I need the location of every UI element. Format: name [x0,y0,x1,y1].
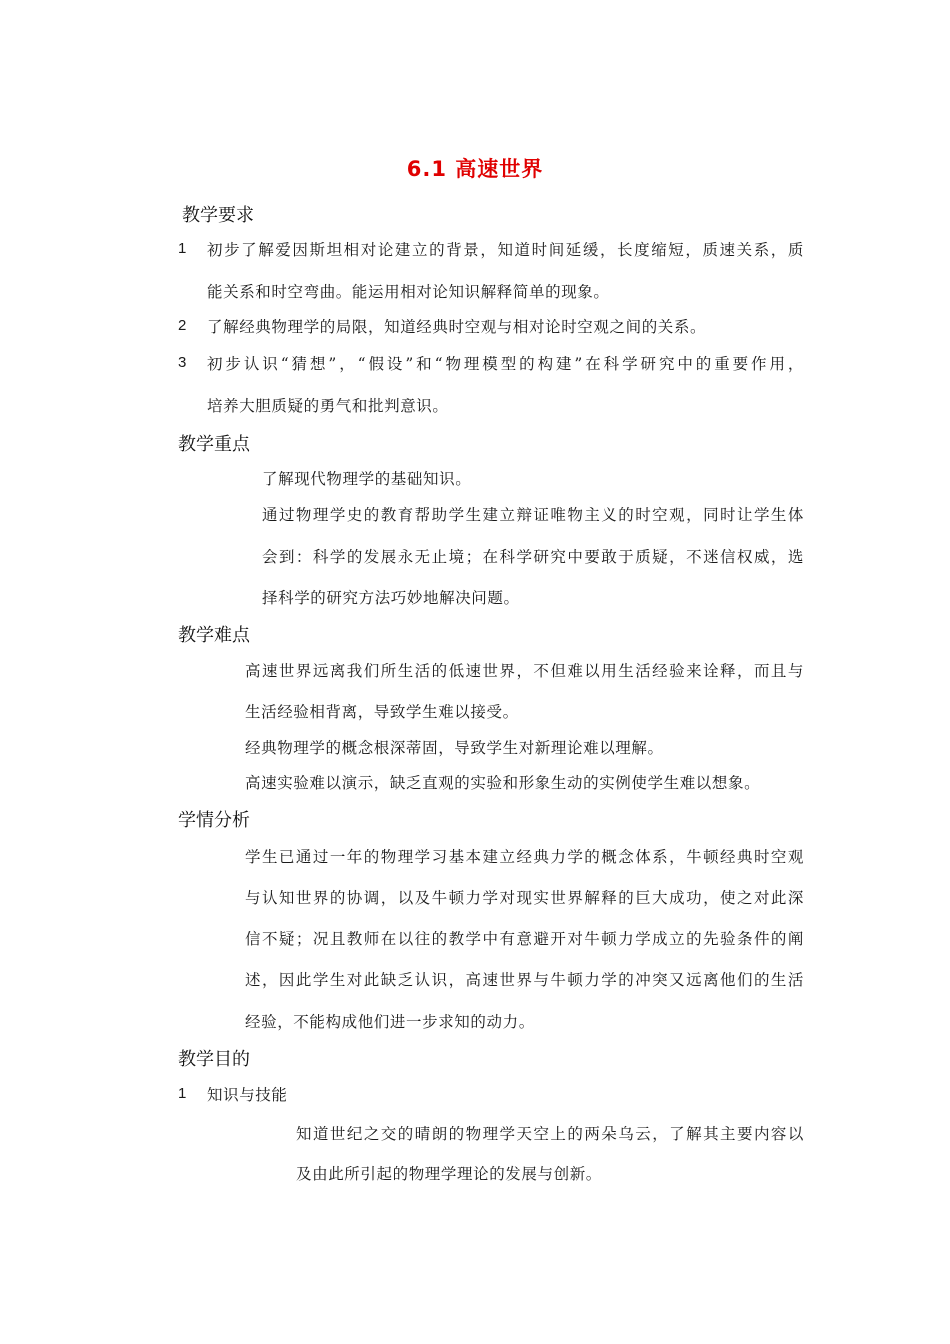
list-item-text: 初步了解爱因斯坦相对论建立的背景，知道时间延缓，长度缩短，质速关系，质 [207,241,804,259]
heading-objectives: 教学目的 [178,1049,250,1070]
paragraph-line: 高速世界远离我们所生活的低速世界，不但难以用生活经验来诠释，而且与 [245,662,804,680]
list-number: 1 [178,1085,187,1102]
list-number: 2 [178,317,187,334]
paragraph-line: 信不疑；况且教师在以往的教学中有意避开对牛顿力学成立的先验条件的阐 [245,930,804,948]
paragraph-line: 会到：科学的发展永无止境；在科学研究中要敢于质疑，不迷信权威，选 [262,548,804,566]
paragraph-line: 通过物理学史的教育帮助学生建立辩证唯物主义的时空观，同时让学生体 [262,506,804,524]
list-number: 1 [178,240,187,257]
heading-difficulties: 教学难点 [178,625,250,646]
list-item-text: 初步认识“猜想”，“假设”和“物理模型的构建”在科学研究中的重要作用， [207,355,804,373]
paragraph-line: 生活经验相背离，导致学生难以接受。 [245,703,519,721]
heading-learner-analysis: 学情分析 [178,810,250,831]
heading-key-points: 教学重点 [178,434,250,455]
heading-requirements: 教学要求 [182,205,254,226]
paragraph: 了解现代物理学的基础知识。 [262,470,472,488]
paragraph-line: 与认知世界的协调，以及牛顿力学对现实世界解释的巨大成功，使之对此深 [245,889,804,907]
document-title: 6.1 高速世界 [406,157,544,181]
paragraph-line: 及由此所引起的物理学理论的发展与创新。 [296,1165,602,1183]
paragraph: 经典物理学的概念根深蒂固，导致学生对新理论难以理解。 [245,739,664,757]
list-item-label: 知识与技能 [207,1086,288,1104]
list-item-text: 培养大胆质疑的勇气和批判意识。 [207,397,449,415]
paragraph-line: 述，因此学生对此缺乏认识，高速世界与牛顿力学的冲突又远离他们的生活 [245,971,804,989]
list-item-text: 了解经典物理学的局限，知道经典时空观与相对论时空观之间的关系。 [207,318,707,336]
paragraph-line: 择科学的研究方法巧妙地解决问题。 [262,589,520,607]
paragraph-line: 知道世纪之交的晴朗的物理学天空上的两朵乌云，了解其主要内容以 [296,1125,804,1143]
paragraph-line: 经验，不能构成他们进一步求知的动力。 [245,1013,535,1031]
paragraph: 高速实验难以演示，缺乏直观的实验和形象生动的实例使学生难以想象。 [245,774,761,792]
paragraph-line: 学生已通过一年的物理学习基本建立经典力学的概念体系，牛顿经典时空观 [245,848,804,866]
list-number: 3 [178,354,187,371]
list-item-text: 能关系和时空弯曲。能运用相对论知识解释简单的现象。 [207,283,610,301]
